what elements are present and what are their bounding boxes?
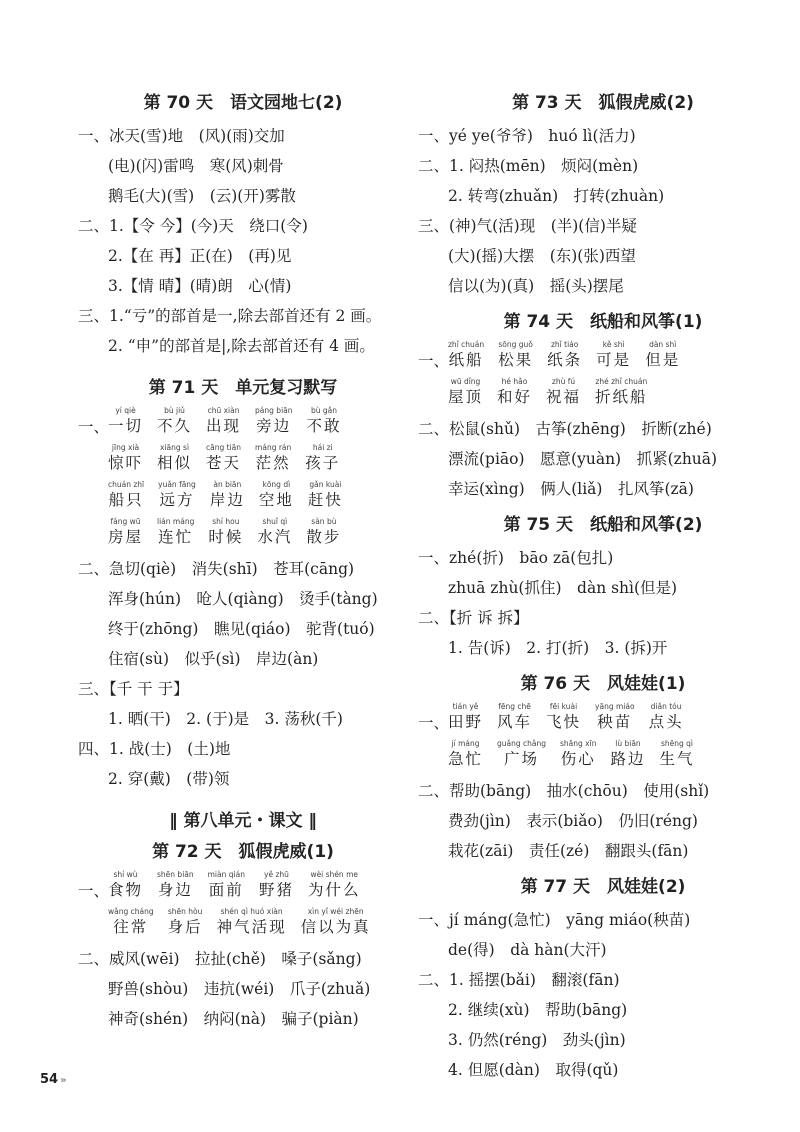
page-number-value: 54 xyxy=(40,1072,59,1087)
day70-line: (电)(闪)雷鸣 寒(风)刺骨 xyxy=(108,157,284,175)
item-label: 一、 xyxy=(78,418,110,436)
day72-line: 野兽(shòu) 违抗(wéi) 爪子(zhuǎ) xyxy=(108,980,371,998)
day70-line: 3.【情 晴】(晴)朗 心(情) xyxy=(108,277,292,295)
day72-title: 第 72 天 狐假虎威(1) xyxy=(152,842,334,862)
pinyin-word xyxy=(157,443,192,474)
pinyin-text: wǎng cháng xyxy=(108,907,154,916)
pinyin-word xyxy=(308,870,361,901)
pinyin-word xyxy=(649,702,684,733)
pinyin-text: zhé zhǐ chuán xyxy=(595,377,648,386)
pinyin-word xyxy=(659,739,694,770)
hanzi-text: 不久 xyxy=(157,417,193,435)
hanzi-text: 点头 xyxy=(648,713,684,731)
day73-line: 一、yé ye(爷爷) huó lì(活力) xyxy=(418,127,636,145)
day71-line: 2. 穿(戴) (带)领 xyxy=(108,770,230,788)
day71-line: 四、1. 战(士) (土)地 xyxy=(78,740,231,758)
pinyin-text: wèi shén me xyxy=(310,870,358,879)
pinyin-text: páng biān xyxy=(255,406,293,415)
pinyin-word xyxy=(206,443,241,474)
hanzi-text: 广场 xyxy=(504,750,540,768)
day73-line: 2. 转弯(zhuǎn) 打转(zhuàn) xyxy=(448,187,665,205)
pinyin-word xyxy=(255,443,291,474)
pinyin-text: sōng guǒ xyxy=(498,340,533,349)
hanzi-text: 往常 xyxy=(113,918,149,936)
pinyin-word xyxy=(560,739,596,770)
hanzi-text: 生气 xyxy=(659,750,695,768)
page-number xyxy=(40,1072,67,1087)
pinyin-text: guǎng chǎng xyxy=(497,739,547,748)
day71-line: 浑身(hún) 呛人(qiàng) 烫手(tàng) xyxy=(108,590,378,608)
day70-line: 2. “申”的部首是|,除去部首还有 4 画。 xyxy=(108,337,375,355)
day74-line: 幸运(xìng) 俩人(liǎ) 扎风筝(zā) xyxy=(448,480,694,498)
day71-line: 1. 晒(干) 2. (于)是 3. 荡秋(千) xyxy=(108,710,343,728)
day70-line: 二、1.【令 今】(今)天 绕口(令) xyxy=(78,217,308,235)
hanzi-text: 可是 xyxy=(596,351,632,369)
day71-pinyin-grid xyxy=(78,406,408,554)
pinyin-text: wū dǐng xyxy=(450,377,481,386)
pinyin-text: yě zhū xyxy=(264,870,289,879)
pinyin-word xyxy=(206,406,241,437)
pinyin-word xyxy=(108,443,143,474)
day70-line: 三、1.“亏”的部首是一,除去部首还有 2 画。 xyxy=(78,307,382,325)
pinyin-text: miàn qián xyxy=(207,870,245,879)
pinyin-text: hái zi xyxy=(312,443,333,452)
pinyin-word xyxy=(157,406,192,437)
hanzi-text: 空地 xyxy=(258,491,294,509)
pinyin-word xyxy=(306,517,341,548)
hanzi-text: 苍天 xyxy=(206,454,242,472)
hanzi-text: 岸边 xyxy=(209,491,245,509)
pinyin-word xyxy=(208,870,245,901)
day74-pinyin-grid xyxy=(418,340,788,414)
pinyin-row xyxy=(78,870,408,901)
pinyin-word xyxy=(255,406,292,437)
pinyin-text: shēn biān xyxy=(157,870,194,879)
pinyin-word xyxy=(308,480,343,511)
pinyin-word xyxy=(259,870,294,901)
pinyin-word xyxy=(546,377,581,408)
pinyin-text: shāng xīn xyxy=(560,739,597,748)
pinyin-word xyxy=(157,870,194,901)
day74-line: 漂流(piāo) 愿意(yuàn) 抓紧(zhuā) xyxy=(448,450,718,468)
hanzi-text: 房屋 xyxy=(108,528,144,546)
hanzi-text: 信以为真 xyxy=(300,918,371,936)
day72-line: 神奇(shén) 纳闷(nà) 骗子(piàn) xyxy=(108,1010,359,1028)
day70-line: 鹅毛(大)(雪) (云)(开)雾散 xyxy=(108,187,296,205)
hanzi-text: 神气活现 xyxy=(216,918,287,936)
pinyin-row xyxy=(418,702,788,733)
hanzi-text: 出现 xyxy=(206,417,242,435)
hanzi-text: 野猪 xyxy=(258,881,294,899)
item-label: 一、 xyxy=(78,882,110,900)
pinyin-word xyxy=(158,480,196,511)
day72-pinyin-grid xyxy=(78,870,408,944)
hanzi-text: 纸船 xyxy=(448,351,484,369)
pinyin-text: cāng tiān xyxy=(206,443,242,452)
pinyin-word xyxy=(108,870,143,901)
pinyin-text: xìn yǐ wéi zhēn xyxy=(307,907,364,916)
hanzi-text: 散步 xyxy=(306,528,342,546)
pinyin-text: shēn hòu xyxy=(167,907,203,916)
day77-line: 3. 仍然(réng) 劲头(jìn) xyxy=(448,1031,626,1049)
pinyin-row xyxy=(418,340,788,371)
pinyin-text: zhǐ tiáo xyxy=(550,340,579,349)
page-arrow-icon: » xyxy=(60,1075,67,1086)
day74-line: 二、松鼠(shǔ) 古筝(zhēng) 折断(zhé) xyxy=(418,420,712,438)
pinyin-text: shí hou xyxy=(212,517,240,526)
day76-pinyin-grid xyxy=(418,702,788,776)
pinyin-text: shuǐ qì xyxy=(262,517,288,526)
hanzi-text: 纸条 xyxy=(547,351,583,369)
day72-line: 二、威风(wēi) 拉扯(chě) 嗓子(sǎng) xyxy=(78,950,362,968)
pinyin-text: kōng dì xyxy=(262,480,291,489)
pinyin-text: diǎn tóu xyxy=(650,702,682,711)
hanzi-text: 旁边 xyxy=(256,417,292,435)
hanzi-text: 田野 xyxy=(448,713,484,731)
day70-line: 一、冰天(雪)地 (风)(雨)交加 xyxy=(78,127,285,145)
pinyin-row xyxy=(78,443,408,474)
pinyin-word xyxy=(108,517,143,548)
pinyin-row xyxy=(78,907,408,938)
pinyin-word xyxy=(217,907,287,938)
pinyin-text: àn biān xyxy=(213,480,242,489)
pinyin-row xyxy=(78,406,408,437)
day75-title: 第 75 天 纸船和风筝(2) xyxy=(503,515,703,535)
day77-line: 一、jí máng(急忙) yāng miáo(秧苗) xyxy=(418,911,691,929)
pinyin-text: bù jiǔ xyxy=(164,406,185,415)
pinyin-word xyxy=(259,480,294,511)
hanzi-text: 飞快 xyxy=(546,713,582,731)
pinyin-text: fáng wū xyxy=(110,517,141,526)
day75-line: zhuā zhù(抓住) dàn shì(但是) xyxy=(448,579,678,597)
pinyin-text: dàn shì xyxy=(649,340,677,349)
hanzi-text: 身后 xyxy=(167,918,203,936)
day74-title: 第 74 天 纸船和风筝(1) xyxy=(503,312,703,332)
hanzi-text: 但是 xyxy=(645,351,681,369)
pinyin-word xyxy=(108,907,154,938)
pinyin-word xyxy=(448,739,483,770)
pinyin-text: gǎn kuài xyxy=(309,480,342,489)
pinyin-text: shén qì huó xiàn xyxy=(220,907,283,916)
hanzi-text: 茫然 xyxy=(255,454,291,472)
pinyin-word xyxy=(645,340,680,371)
day76-line: 费劲(jìn) 表示(biǎo) 仍旧(réng) xyxy=(448,812,698,830)
hanzi-text: 时候 xyxy=(208,528,244,546)
pinyin-word xyxy=(448,702,483,733)
hanzi-text: 不敢 xyxy=(306,417,342,435)
hanzi-text: 急忙 xyxy=(448,750,484,768)
day73-line: 三、(神)气(活)现 (半)(信)半疑 xyxy=(418,217,637,235)
day70-line: 2.【在 再】正(在) (再)见 xyxy=(108,247,292,265)
pinyin-word xyxy=(448,377,483,408)
day77-title: 第 77 天 风娃娃(2) xyxy=(520,877,686,897)
pinyin-word xyxy=(497,702,532,733)
pinyin-text: lián máng xyxy=(157,517,195,526)
hanzi-text: 一切 xyxy=(108,417,144,435)
pinyin-text: shí wù xyxy=(113,870,138,879)
pinyin-text: máng rán xyxy=(255,443,292,452)
pinyin-text: kě shì xyxy=(602,340,625,349)
pinyin-word xyxy=(610,739,645,770)
pinyin-word xyxy=(301,907,371,938)
hanzi-text: 连忙 xyxy=(158,528,194,546)
pinyin-word xyxy=(596,340,631,371)
pinyin-word xyxy=(497,377,532,408)
pinyin-word xyxy=(546,702,581,733)
pinyin-word xyxy=(257,517,292,548)
day77-line: 2. 继续(xù) 帮助(bāng) xyxy=(448,1001,628,1019)
pinyin-text: chū xiàn xyxy=(207,406,240,415)
pinyin-text: lù biān xyxy=(615,739,641,748)
day77-line: 4. 但愿(dàn) 取得(qǔ) xyxy=(448,1061,619,1079)
pinyin-word xyxy=(108,406,143,437)
pinyin-row xyxy=(78,480,408,511)
hanzi-text: 为什么 xyxy=(307,881,361,899)
unit8-heading: ‖ 第八单元・课文 ‖ xyxy=(169,811,317,831)
day77-line: de(得) dà hàn(大汗) xyxy=(448,941,607,959)
pinyin-text: shēng qì xyxy=(660,739,693,748)
pinyin-word xyxy=(157,517,194,548)
day71-line: 终于(zhōng) 瞧见(qiáo) 驼背(tuó) xyxy=(108,620,375,638)
hanzi-text: 和好 xyxy=(497,388,533,406)
pinyin-text: chuán zhī xyxy=(108,480,145,489)
day75-line: 1. 告(诉) 2. 打(折) 3. (拆)开 xyxy=(448,639,668,657)
pinyin-text: fēi kuài xyxy=(549,702,578,711)
hanzi-text: 折纸船 xyxy=(595,388,648,406)
hanzi-text: 松果 xyxy=(498,351,534,369)
hanzi-text: 惊吓 xyxy=(108,454,144,472)
day75-line: 二、【折 诉 拆】 xyxy=(418,609,529,627)
right-column xyxy=(418,82,788,1085)
hanzi-text: 水汽 xyxy=(257,528,293,546)
hanzi-text: 身边 xyxy=(157,881,193,899)
pinyin-word xyxy=(307,406,342,437)
hanzi-text: 孩子 xyxy=(305,454,341,472)
pinyin-word xyxy=(595,377,648,408)
day76-line: 二、帮助(bāng) 抽水(chōu) 使用(shǐ) xyxy=(418,782,710,800)
day73-line: (大)(摇)大摆 (东)(张)西望 xyxy=(448,247,636,265)
pinyin-word xyxy=(595,702,635,733)
pinyin-text: tián yě xyxy=(452,702,479,711)
hanzi-text: 风车 xyxy=(497,713,533,731)
pinyin-word xyxy=(208,517,243,548)
pinyin-text: yuǎn fāng xyxy=(158,480,196,489)
pinyin-text: xiāng sì xyxy=(160,443,190,452)
hanzi-text: 伤心 xyxy=(560,750,596,768)
pinyin-word xyxy=(168,907,203,938)
pinyin-word xyxy=(498,340,533,371)
day73-line: 信以(为)(真) 摇(头)摆尾 xyxy=(448,277,624,295)
item-label: 一、 xyxy=(418,352,450,370)
hanzi-text: 船只 xyxy=(108,491,144,509)
day76-line: 栽花(zāi) 责任(zé) 翻跟头(fān) xyxy=(448,842,689,860)
item-label: 一、 xyxy=(418,714,450,732)
day71-line: 住宿(sù) 似乎(sì) 岸边(àn) xyxy=(108,650,319,668)
pinyin-text: hé hǎo xyxy=(501,377,528,386)
day73-title: 第 73 天 狐假虎威(2) xyxy=(512,93,694,113)
hanzi-text: 屋顶 xyxy=(448,388,484,406)
day77-line: 二、1. 摇摆(bǎi) 翻滚(fān) xyxy=(418,971,620,989)
pinyin-word xyxy=(210,480,245,511)
pinyin-word xyxy=(497,739,546,770)
hanzi-text: 路边 xyxy=(610,750,646,768)
left-column xyxy=(78,82,408,1034)
day75-line: 一、zhé(折) bāo zā(包扎) xyxy=(418,549,614,567)
day71-title: 第 71 天 单元复习默写 xyxy=(148,378,338,398)
hanzi-text: 秧苗 xyxy=(597,713,633,731)
pinyin-row xyxy=(418,739,788,770)
hanzi-text: 食物 xyxy=(108,881,144,899)
pinyin-text: yāng miáo xyxy=(595,702,635,711)
pinyin-text: jīng xià xyxy=(111,443,140,452)
hanzi-text: 远方 xyxy=(159,491,195,509)
day71-line: 二、急切(qiè) 消失(shī) 苍耳(cāng) xyxy=(78,560,355,578)
day76-title: 第 76 天 风娃娃(1) xyxy=(520,674,686,694)
pinyin-row xyxy=(78,517,408,548)
day73-line: 二、1. 闷热(mēn) 烦闷(mèn) xyxy=(418,157,639,175)
pinyin-row xyxy=(418,377,788,408)
pinyin-text: sàn bù xyxy=(311,517,337,526)
hanzi-text: 相似 xyxy=(157,454,193,472)
pinyin-text: fēng chē xyxy=(498,702,531,711)
hanzi-text: 面前 xyxy=(208,881,244,899)
day71-line: 三、【千 干 于】 xyxy=(78,680,189,698)
pinyin-word xyxy=(108,480,144,511)
hanzi-text: 祝福 xyxy=(546,388,582,406)
pinyin-text: zhǐ chuán xyxy=(448,340,485,349)
pinyin-text: zhù fú xyxy=(551,377,576,386)
pinyin-word xyxy=(305,443,340,474)
pinyin-text: bù gǎn xyxy=(311,406,338,415)
hanzi-text: 赶快 xyxy=(307,491,343,509)
pinyin-text: jí máng xyxy=(451,739,480,748)
day70-title: 第 70 天 语文园地七(2) xyxy=(143,93,343,113)
pinyin-text: yí qiè xyxy=(115,406,136,415)
pinyin-word xyxy=(448,340,484,371)
pinyin-word xyxy=(547,340,582,371)
